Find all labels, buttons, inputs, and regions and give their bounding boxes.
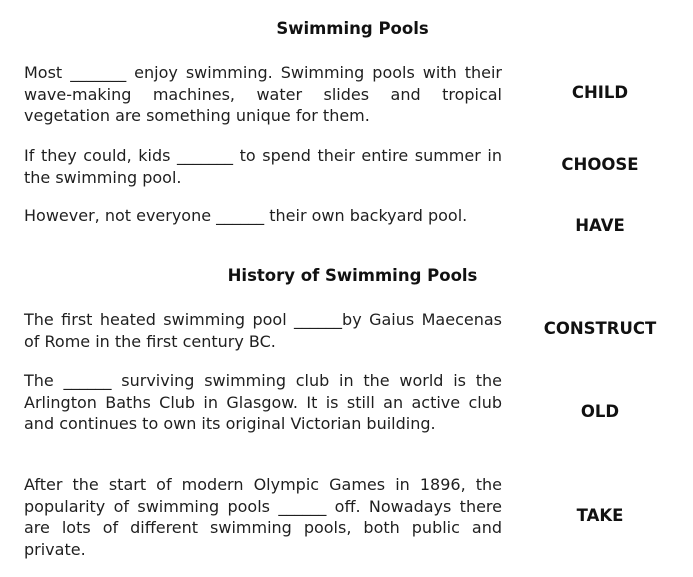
exercise-sentence: The first heated swimming pool ______by Gaius Maecenas of Rome in the first century BC. <box>24 310 502 351</box>
word-prompt: CHILD <box>571 83 629 102</box>
word-prompt: TAKE <box>576 506 624 525</box>
exercise-sentence: After the start of modern Olympic Games in 1896, the popularity of swimming pools ______ off. Nowadays there are lots of different swimming pools, both public and private. <box>24 475 502 559</box>
word-prompt: CONSTRUCT <box>543 319 657 338</box>
exercise-sentence: The ______ surviving swimming club in the world is the Arlington Baths Club in Glasgow. It is still an active club and continues to own its original Victorian building. <box>24 371 502 433</box>
exercise-sentence: If they could, kids _______ to spend their entire summer in the swimming pool. <box>24 146 502 187</box>
section-title-history: History of Swimming Pools <box>227 266 478 285</box>
word-prompt: CHOOSE <box>561 155 639 174</box>
word-prompt: OLD <box>580 402 620 421</box>
section-title-swimming-pools: Swimming Pools <box>276 19 429 38</box>
word-prompt: HAVE <box>575 216 625 235</box>
exercise-sentence: However, not everyone ______ their own backyard pool. <box>24 206 468 225</box>
exercise-sentence: Most _______ enjoy swimming. Swimming pools with their wave-making machines, water slides and tropical vegetation are something unique for them. <box>24 63 502 125</box>
